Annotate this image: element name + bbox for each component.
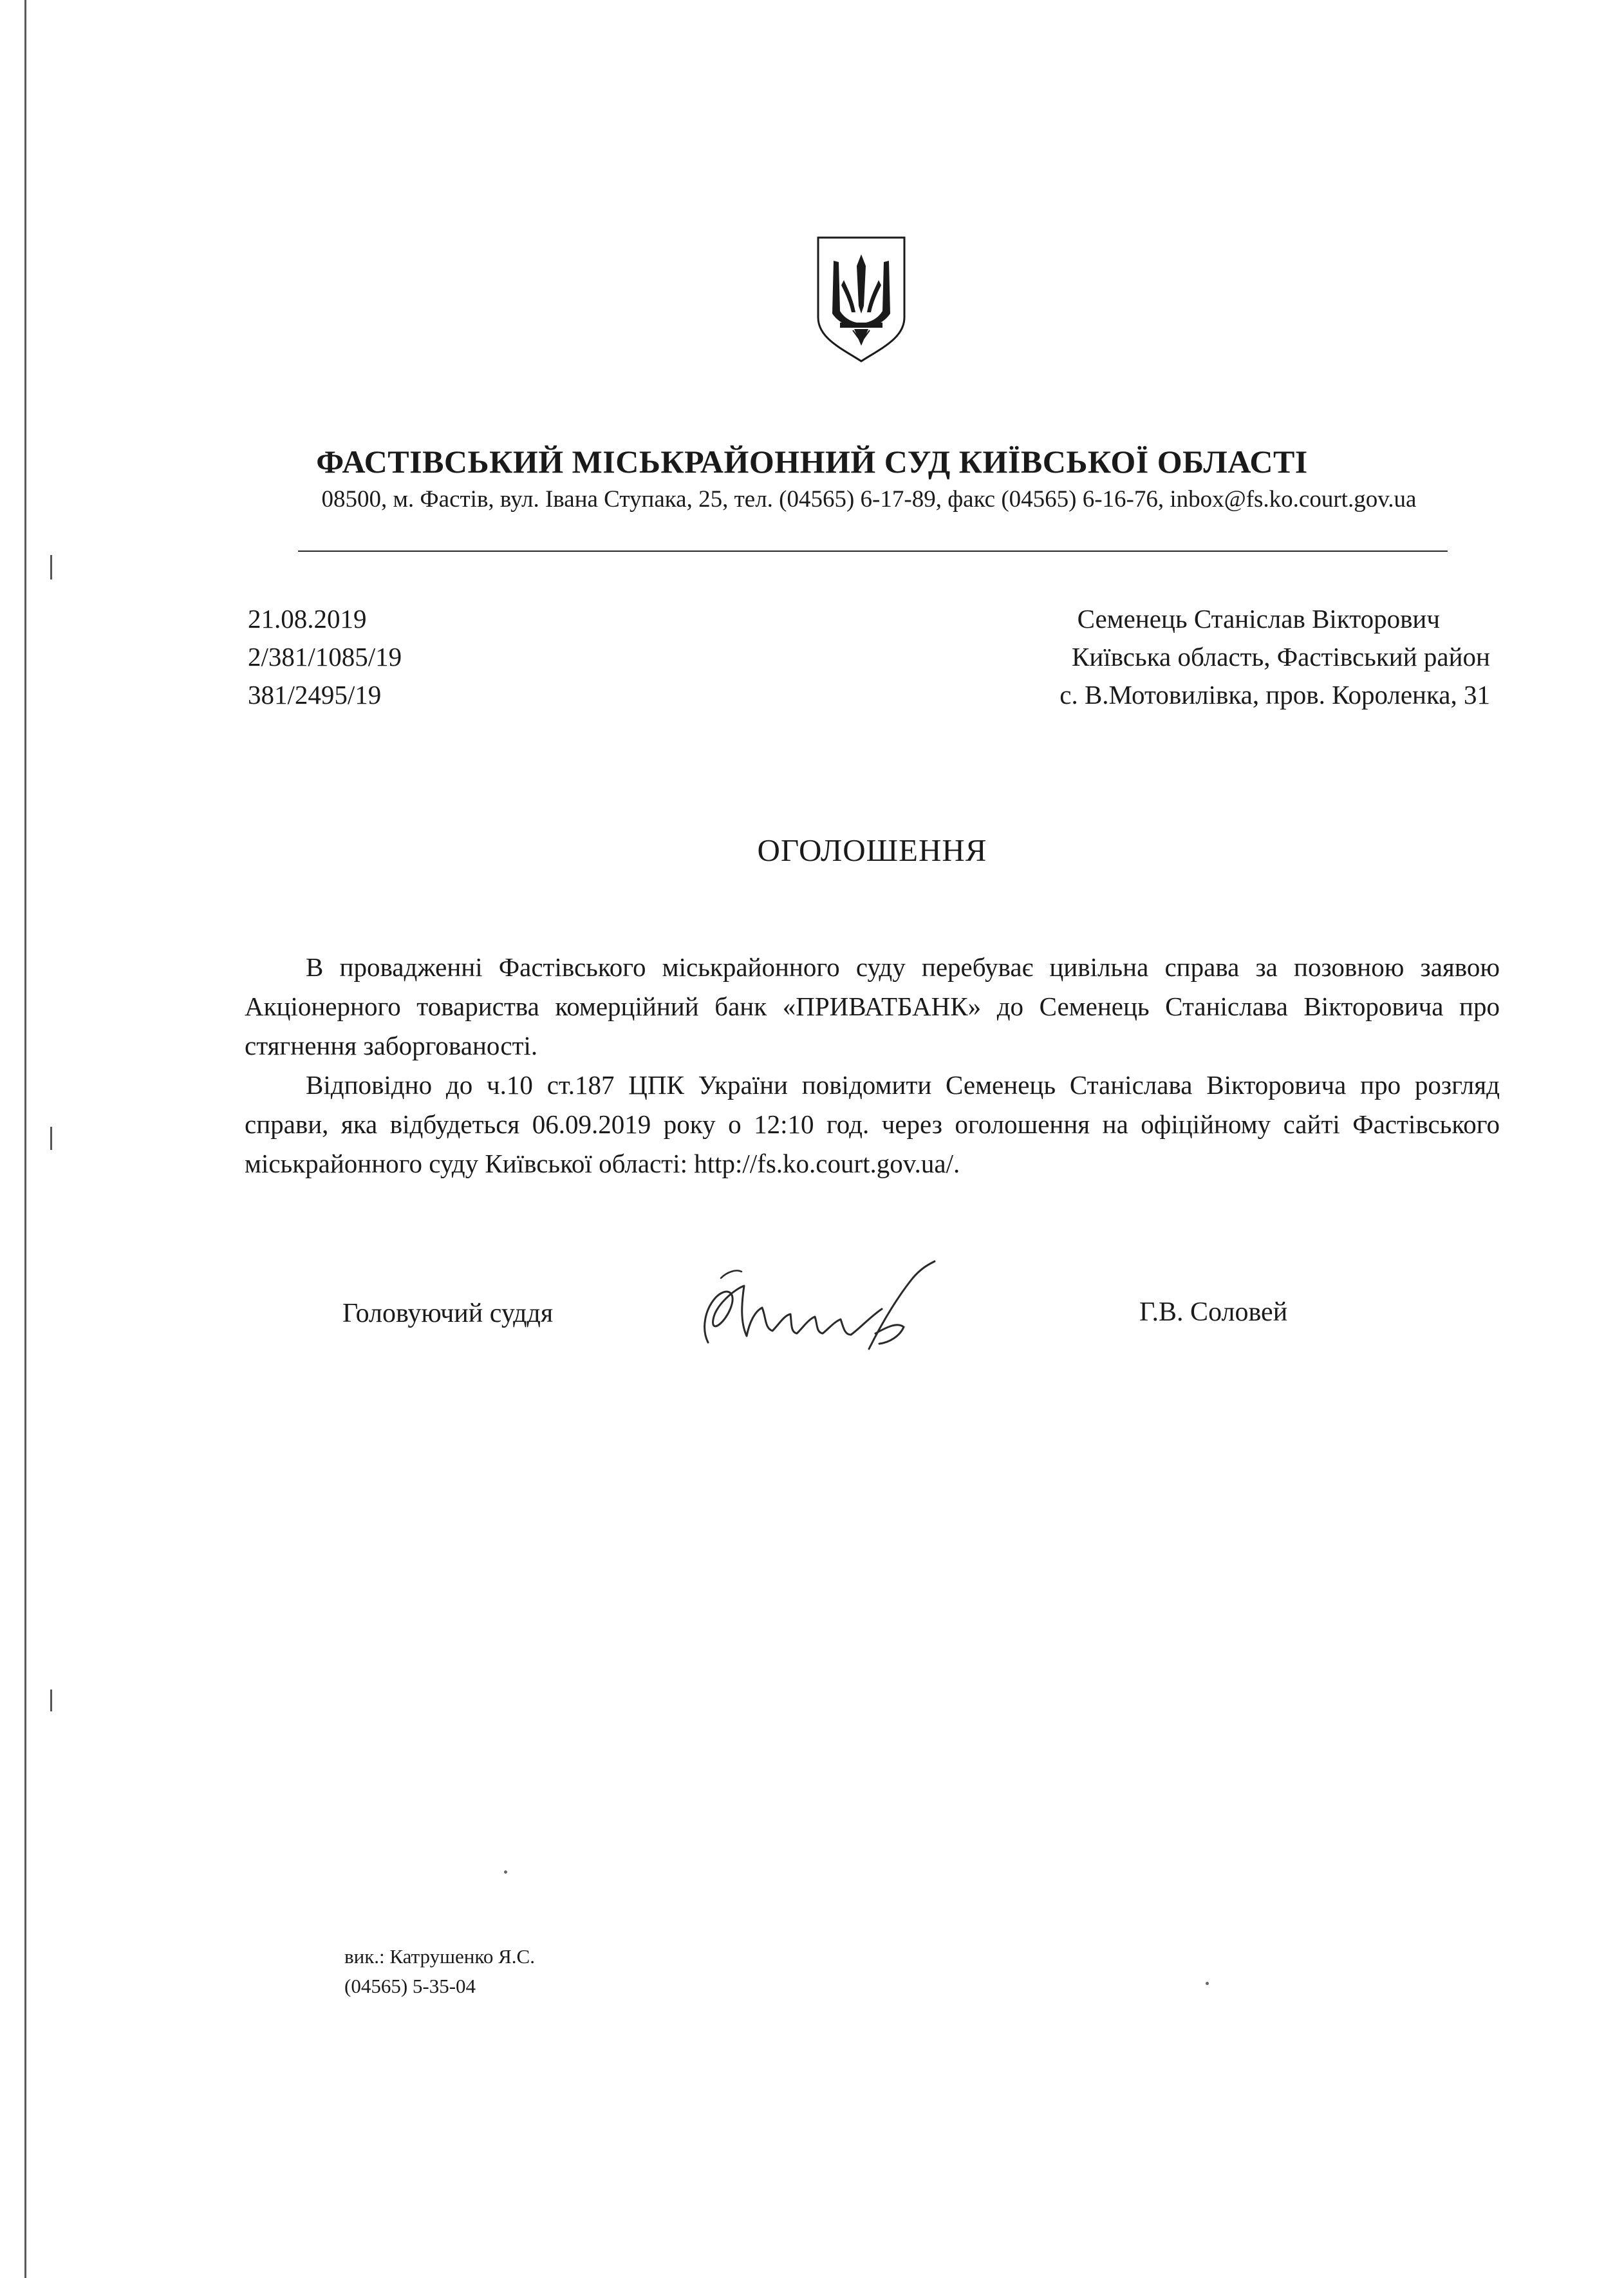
- court-contacts: 08500, м. Фастів, вул. Івана Ступака, 25, тел. (04565) 6-17-89, факс (04565) 6-16-76, inbox@fs.ko.court.gov.ua: [321, 486, 1417, 513]
- outgoing-references: [248, 600, 402, 714]
- court-name: ФАСТІВСЬКИЙ МІСЬКРАЙОННИЙ СУД КИЇВСЬКОЇ ОБЛАСТІ: [316, 444, 1308, 480]
- case-number: 381/2495/19: [248, 680, 382, 710]
- announcement-body: [245, 948, 1500, 1183]
- executor-name: вик.: Катрушенко Я.С.: [344, 1945, 535, 1968]
- scan-mark: [50, 1690, 52, 1711]
- scan-page-edge: [24, 0, 26, 2278]
- signature-row: [0, 1281, 1624, 1371]
- executor-block: [344, 1942, 535, 2001]
- trident-emblem-icon: [814, 235, 908, 364]
- recipient-block: [1059, 600, 1490, 714]
- signatory-role: Головуючий суддя: [342, 1299, 554, 1328]
- recipient-region: Київська область, Фастівський район: [1072, 642, 1490, 672]
- handwritten-signature: [682, 1252, 959, 1359]
- signatory-name: Г.В. Соловей: [1139, 1297, 1288, 1327]
- letter-date: 21.08.2019: [248, 604, 367, 634]
- scan-dot: [504, 1870, 507, 1874]
- recipient-name: Семенець Станіслав Вікторович: [1077, 604, 1440, 634]
- scan-mark: [50, 1127, 52, 1150]
- document-title: ОГОЛОШЕННЯ: [757, 833, 987, 868]
- body-paragraph: В провадженні Фастівського міськрайонного суду перебуває цивільна справа за позовною заявою Акціонерного товариства комерційний банк «ПРИВАТБАНК» до Семенець Станіслава Вікторовича про стягнення заборгованості.: [245, 952, 1500, 1060]
- reference-number: 2/381/1085/19: [248, 642, 402, 672]
- body-paragraph: Відповідно до ч.10 ст.187 ЦПК України повідомити Семенець Станіслава Вікторовича про розгляд справи, яка відбудеться 06.09.2019 року о 12:10 год. через оголошення на офіційному сайті Фастівського міськрайонного суду Київської області: http://fs.ko.court.gov.ua/.: [245, 1070, 1500, 1178]
- recipient-address: с. В.Мотовилівка, пров. Короленка, 31: [1059, 680, 1490, 710]
- executor-phone: (04565) 5-35-04: [344, 1975, 476, 1997]
- scan-mark: [50, 555, 52, 579]
- header-divider: [298, 551, 1448, 552]
- scan-dot: [1206, 1982, 1209, 1985]
